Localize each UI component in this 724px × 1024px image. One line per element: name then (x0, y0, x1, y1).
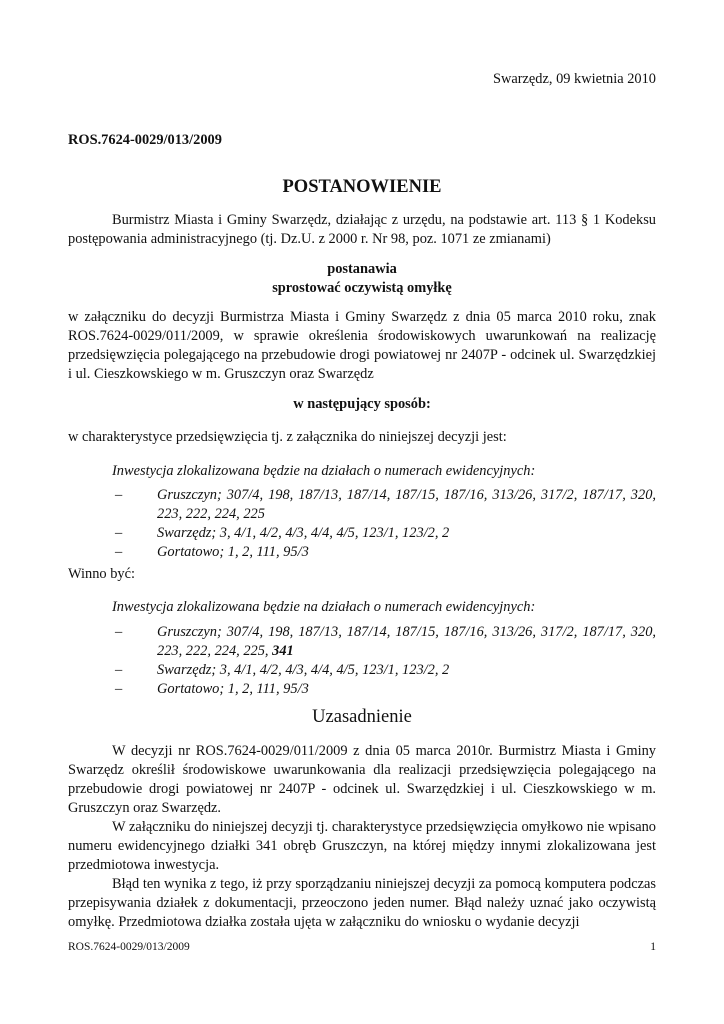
place-date: Swarzędz, 09 kwietnia 2010 (492, 71, 656, 87)
list-item: – Gortatowo; 1, 2, 111, 95/3 (115, 544, 309, 560)
document-title: POSTANOWIENIE (282, 177, 442, 197)
list-item-text: Gortatowo; 1, 2, 111, 95/3 (157, 544, 309, 560)
added-parcel-number: 341 (272, 643, 294, 659)
scope-paragraph: w załączniku do decyzji Burmistrza Miasta i Gminy Swarzędz z dnia 05 marca 2010 roku, znak ROS.7624-0029/011/2009, w sprawie określenia środowiskowych uwarunkowań na realizację przedsięwzięcia polegającego na przebudowie drogi powiatowej nr 2407P - odcinek ul. Swarzędzkiej i ul. Cieszkowskiego w m. Gruszczyn oraz Swarzędz (68, 309, 656, 382)
current-lead: w charakterystyce przedsięwzięcia tj. z załącznika do niniejszej decyzji jest: (68, 429, 507, 445)
current-parcel-list (112, 486, 656, 562)
list-item: – Gruszczyn; 307/4, 198, 187/13, 187/14, 187/15, 187/16, 313/26, 317/2, 187/17, 320, 223, 222, 224, 225 (115, 487, 656, 522)
list-item-text: Gortatowo; 1, 2, 111, 95/3 (157, 681, 309, 697)
page-number: 1 (650, 941, 656, 953)
list-item: – Swarzędz; 3, 4/1, 4/2, 4/3, 4/4, 4/5, 123/1, 123/2, 2 (115, 525, 450, 541)
corrected-parcel-list (112, 623, 656, 699)
list-item-text: Swarzędz; 3, 4/1, 4/2, 4/3, 4/4, 4/5, 123/1, 123/2, 2 (157, 662, 450, 678)
manner-heading: w następujący sposób: (293, 396, 431, 412)
justification-paragraph-1: W decyzji nr ROS.7624-0029/011/2009 z dnia 05 marca 2010r. Burmistrz Miasta i Gminy Swarzędz określił środowiskowe uwarunkowania dla realizacji przedsięwzięcia polegającego na przebudowie drogi powiatowej nr 2407P - odcinek ul. Swarzędzkiej i ul. Cieszkowskiego w m. Gruszczyn oraz Swarzędz. (68, 743, 656, 816)
corrected-subtitle: Inwestycja zlokalizowana będzie na działach o numerach ewidencyjnych: (112, 599, 536, 615)
footer-reference: ROS.7624-0029/013/2009 (68, 941, 190, 953)
justification-paragraph-3: Błąd ten wynika z tego, iż przy sporządzaniu niniejszej decyzji za pomocą komputera podczas przepisywania działek z dokumentacji, przeoczono jeden numer. Błąd należy uznać jako oczywistą omyłkę. Przedmiotowa działka została ujęta w załączniku do wniosku o wydanie decyzji (68, 876, 656, 930)
list-item-text: Gruszczyn; 307/4, 198, 187/13, 187/14, 187/15, 187/16, 313/26, 317/2, 187/17, 320, 223, 222, 224, 225, (157, 624, 656, 659)
intro-paragraph: Burmistrz Miasta i Gminy Swarzędz, działając z urzędu, na podstawie art. 113 § 1 Kodeksu postępowania administracyjnego (tj. Dz.U. z 2000 r. Nr 98, poz. 1071 ze zmianami) (68, 212, 656, 247)
list-item: – Swarzędz; 3, 4/1, 4/2, 4/3, 4/4, 4/5, 123/1, 123/2, 2 (115, 662, 450, 678)
current-subtitle: Inwestycja zlokalizowana będzie na działach o numerach ewidencyjnych: (112, 463, 536, 479)
list-item: – Gruszczyn; 307/4, 198, 187/13, 187/14, 187/15, 187/16, 313/26, 317/2, 187/17, 320, 223, 222, 224, 225, 341 (115, 624, 656, 659)
decision-line-2: sprostować oczywistą omyłkę (272, 280, 452, 296)
list-item-text: Gruszczyn; 307/4, 198, 187/13, 187/14, 187/15, 187/16, 313/26, 317/2, 187/17, 320, 223, 222, 224, 225 (157, 487, 656, 522)
justification-heading: Uzasadnienie (312, 707, 412, 727)
reference-number: ROS.7624-0029/013/2009 (68, 132, 222, 148)
list-item-text: Swarzędz; 3, 4/1, 4/2, 4/3, 4/4, 4/5, 123/1, 123/2, 2 (157, 525, 450, 541)
list-item: – Gortatowo; 1, 2, 111, 95/3 (115, 681, 309, 697)
justification-paragraph-2: W załączniku do niniejszej decyzji tj. charakterystyce przedsięwzięcia omyłkowo nie wpisano numeru ewidencyjnego działki 341 obręb Gruszczyn, na której między innymi zlokalizowana jest przedmiotowa inwestycja. (68, 819, 656, 873)
decision-line-1: postanawia (327, 261, 397, 277)
corrected-lead: Winno być: (68, 566, 135, 582)
